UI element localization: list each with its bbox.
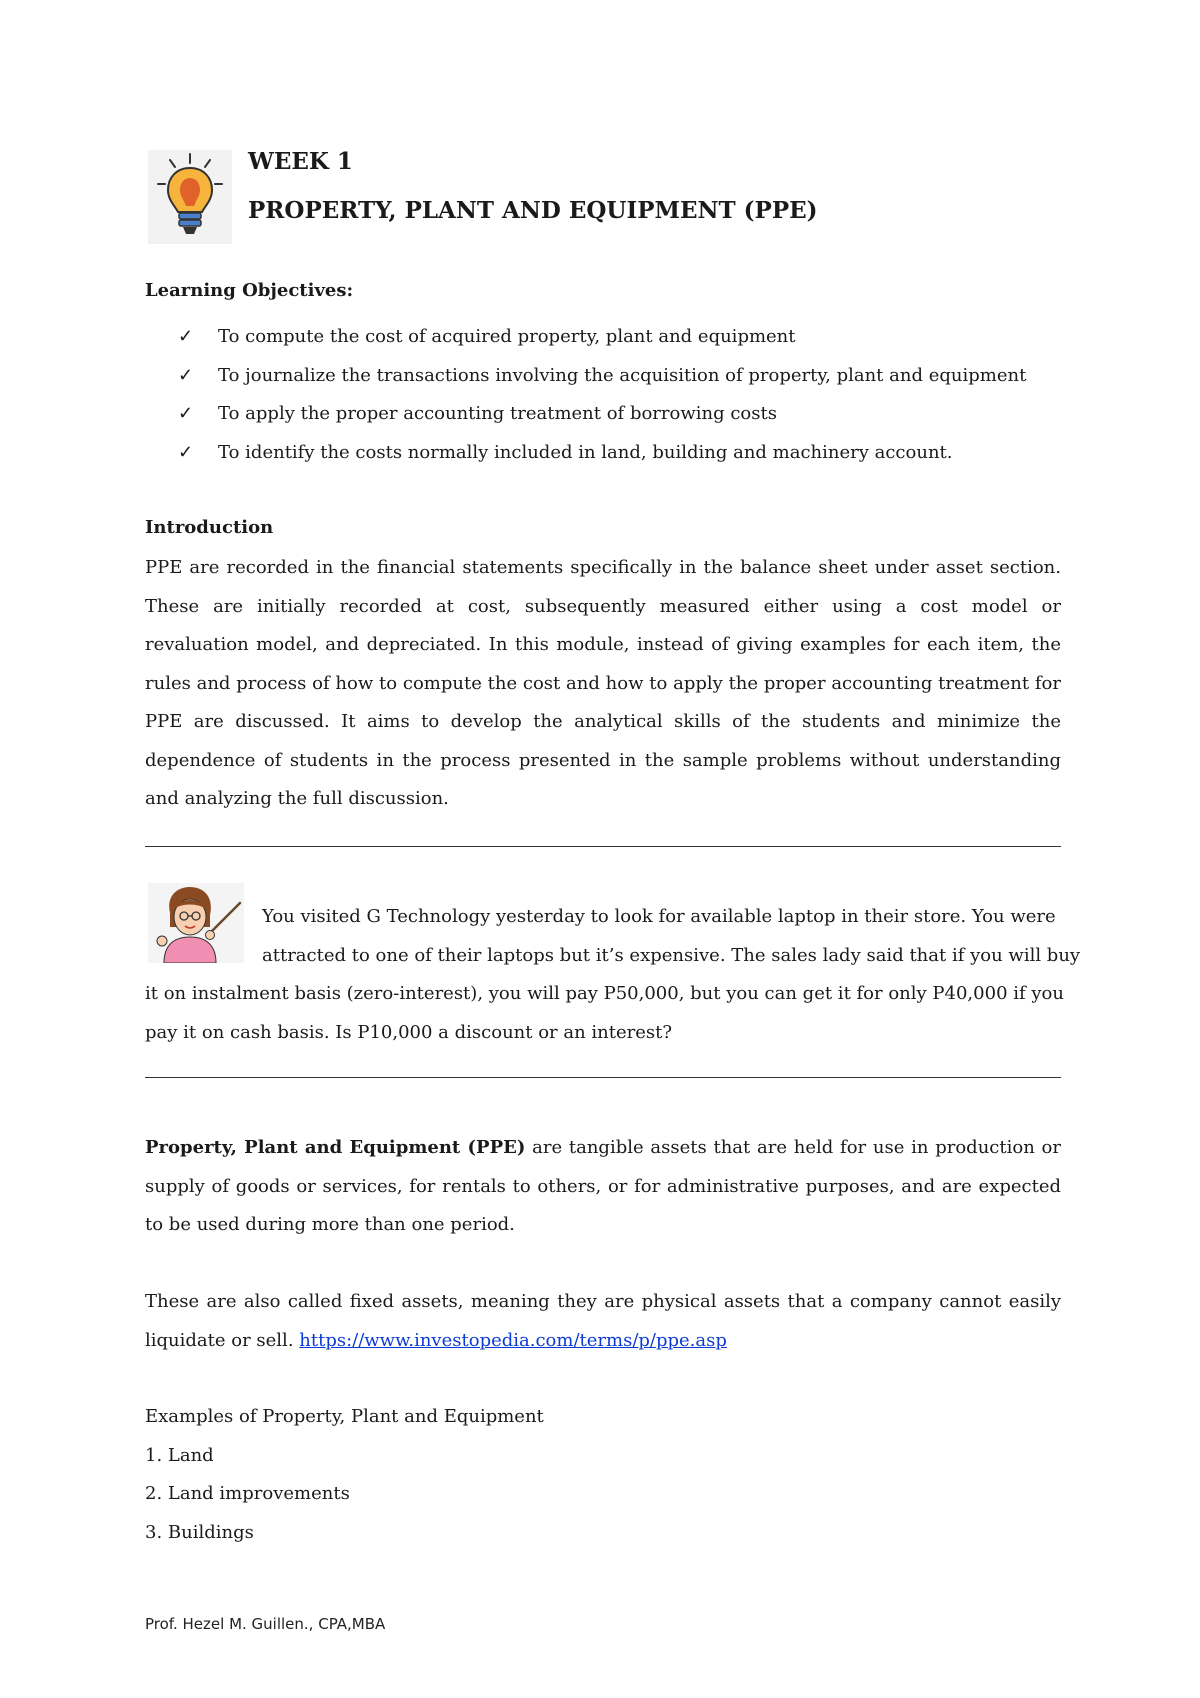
fixed-assets-paragraph (145, 1283, 1061, 1360)
objective-text: To compute the cost of acquired property, plant and equipment (218, 326, 796, 347)
definition-term: Property, Plant and Equipment (PPE) (145, 1137, 526, 1158)
example-item: 2. Land improvements (145, 1483, 350, 1504)
investopedia-link[interactable]: https://www.investopedia.com/terms/p/ppe.asp (299, 1329, 727, 1351)
example-item: 1. Land (145, 1444, 214, 1466)
check-icon: ✓ (178, 441, 194, 463)
introduction-paragraph (145, 549, 1061, 819)
check-icon: ✓ (178, 364, 194, 386)
objective-text: To journalize the transactions involving the acquisition of property, plant and equipment (218, 364, 1027, 386)
objective-item (178, 434, 1026, 473)
examples-heading: Examples of Property, Plant and Equipment (145, 1406, 544, 1427)
examples-section (145, 1398, 1061, 1552)
footer-author: Prof. Hezel M. Guillen., CPA,MBA (145, 1615, 386, 1633)
introduction-heading: Introduction (145, 517, 274, 538)
objectives-heading: Learning Objectives: (145, 280, 354, 301)
check-icon: ✓ (178, 403, 194, 424)
page-title: PROPERTY, PLANT AND EQUIPMENT (PPE) (248, 197, 818, 224)
objective-text: To apply the proper accounting treatment of borrowing costs (218, 403, 777, 424)
lightbulb-icon (148, 150, 232, 244)
scenario-paragraph (145, 898, 1081, 1052)
scenario-line: You visited G Technology yesterday to look for available laptop in their store. You were (262, 906, 1056, 927)
fixed-assets-text: These are also called fixed assets, meaning they are physical assets that a company cannot easily liquidate or sell. (145, 1291, 1061, 1351)
example-item: 3. Buildings (145, 1521, 254, 1543)
divider-top (145, 846, 1061, 847)
check-icon: ✓ (178, 326, 194, 347)
introduction-text: PPE are recorded in the financial statements specifically in the balance sheet under asset section. These are initially recorded at cost, subsequently measured either using a cost model or revaluation model, and depreciated. In this module, instead of giving examples for each item, the rules and process of how to compute the cost and how to apply the proper accounting treatment for PPE are discussed. It aims to develop the analytical skills of the students and minimize the dependence of students in the process presented in the sample problems without understanding and analyzing the full discussion. (145, 557, 1061, 809)
objective-item (178, 395, 1026, 434)
divider-bottom (145, 1077, 1061, 1078)
objective-text: To identify the costs normally included in land, building and machinery account. (218, 441, 953, 463)
objective-item (178, 318, 1026, 357)
week-label: WEEK 1 (248, 148, 353, 175)
scenario-line: it on instalment basis (zero-interest), you will pay P50,000, but you can get it for only P40,000 if you (145, 983, 1064, 1004)
scenario-line: attracted to one of their laptops but it’s expensive. The sales lady said that if you will buy (262, 944, 1081, 966)
objective-item (178, 357, 1026, 396)
scenario-line: pay it on cash basis. Is P10,000 a discount or an interest? (145, 1021, 673, 1043)
objectives-list (178, 318, 1026, 472)
definition-text: are tangible assets that are held for use in production or supply of goods or services, for rentals to others, or for administrative purposes, and are expected to be used during more than one period. (145, 1137, 1061, 1235)
definition-paragraph (145, 1129, 1061, 1245)
